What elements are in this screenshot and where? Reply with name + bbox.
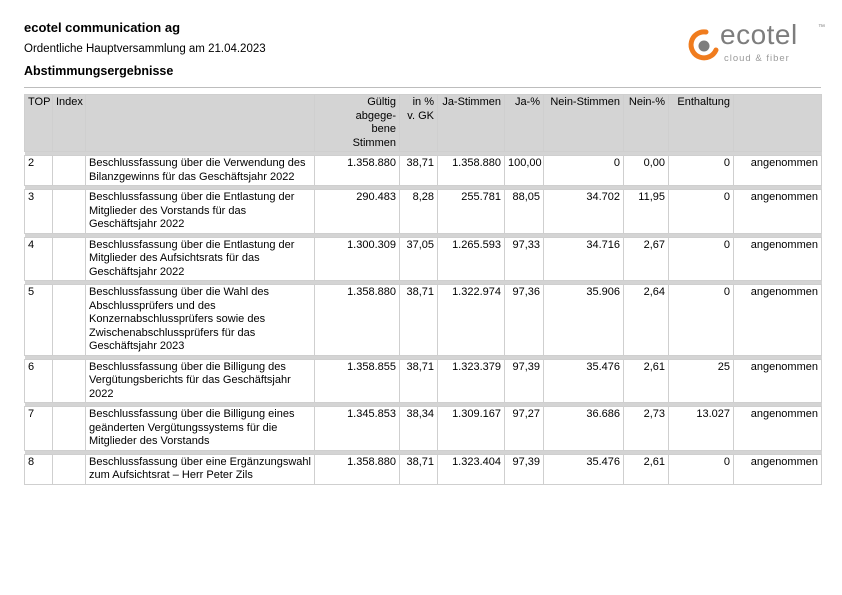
cell-ja-pct: 97,39 xyxy=(505,359,544,403)
cell-description: Beschlussfassung über die Entlastung der Mitglieder des Vorstands für das Geschäftsjahr 2022 xyxy=(86,190,315,234)
cell-top: 6 xyxy=(25,359,53,403)
cell-enthaltung: 13.027 xyxy=(669,407,734,451)
table-row xyxy=(25,407,822,451)
cell-top: 4 xyxy=(25,237,53,281)
cell-nein: 34.702 xyxy=(544,190,624,234)
cell-nein-pct: 2,67 xyxy=(624,237,669,281)
col-header-nein-pct: Nein-% xyxy=(624,95,669,152)
cell-enthaltung: 0 xyxy=(669,285,734,356)
cell-top: 5 xyxy=(25,285,53,356)
col-header-enthaltung: Enthaltung xyxy=(669,95,734,152)
cell-enthaltung: 0 xyxy=(669,237,734,281)
cell-gueltig: 1.358.880 xyxy=(315,454,400,484)
col-header-in-pct-line: in % xyxy=(412,96,434,108)
cell-result: angenommen xyxy=(734,190,822,234)
col-header-ja-pct: Ja-% xyxy=(505,95,544,152)
table-row xyxy=(25,237,822,281)
cell-nein: 35.906 xyxy=(544,285,624,356)
cell-enthaltung: 0 xyxy=(669,454,734,484)
cell-description: Beschlussfassung über eine Ergänzungswahl zum Aufsichtsrat – Herr Peter Zils xyxy=(86,454,315,484)
table-row xyxy=(25,190,822,234)
cell-index xyxy=(53,454,86,484)
table-header xyxy=(25,95,822,152)
voting-results-table xyxy=(24,94,822,485)
ecotel-swirl-icon xyxy=(686,28,720,62)
cell-gueltig: 1.358.855 xyxy=(315,359,400,403)
cell-gueltig: 1.358.880 xyxy=(315,285,400,356)
cell-nein-pct: 2,73 xyxy=(624,407,669,451)
cell-result: angenommen xyxy=(734,237,822,281)
cell-in-pct: 38,71 xyxy=(400,359,438,403)
table-row xyxy=(25,285,822,356)
cell-description: Beschlussfassung über die Wahl des Abschlussprüfers und des Konzernabschlussprüfers sowie des Zwischenabschlussprüfers für das Geschäftsjahr 2023 xyxy=(86,285,315,356)
col-header-top: TOP xyxy=(25,95,53,152)
cell-result: angenommen xyxy=(734,359,822,403)
cell-nein: 35.476 xyxy=(544,454,624,484)
cell-nein: 36.686 xyxy=(544,407,624,451)
col-header-gueltig-line: bene xyxy=(371,123,396,135)
col-header-gueltig-line: Stimmen xyxy=(352,136,396,149)
cell-nein-pct: 2,64 xyxy=(624,285,669,356)
cell-ja-pct: 97,36 xyxy=(505,285,544,356)
col-header-gueltig xyxy=(315,95,400,152)
logo-tagline: cloud & fiber xyxy=(724,53,790,64)
cell-enthaltung: 0 xyxy=(669,190,734,234)
col-header-nein: Nein-Stimmen xyxy=(544,95,624,152)
cell-nein: 34.716 xyxy=(544,237,624,281)
cell-gueltig: 1.358.880 xyxy=(315,156,400,186)
cell-nein-pct: 2,61 xyxy=(624,454,669,484)
cell-enthaltung: 0 xyxy=(669,156,734,186)
cell-index xyxy=(53,285,86,356)
cell-in-pct: 37,05 xyxy=(400,237,438,281)
cell-ja: 1.323.379 xyxy=(438,359,505,403)
cell-description: Beschlussfassung über die Billigung des Vergütungsberichts für das Geschäftsjahr 2022 xyxy=(86,359,315,403)
cell-in-pct: 38,71 xyxy=(400,454,438,484)
col-header-gueltig-line: abgege- xyxy=(355,109,396,122)
cell-result: angenommen xyxy=(734,454,822,484)
cell-in-pct: 38,71 xyxy=(400,156,438,186)
cell-ja: 1.322.974 xyxy=(438,285,505,356)
logo-trademark: ™ xyxy=(818,24,825,31)
company-name: ecotel communication ag xyxy=(24,20,181,35)
col-header-index: Index xyxy=(53,95,86,152)
cell-description: Beschlussfassung über die Verwendung des Bilanzgewinns für das Geschäftsjahr 2022 xyxy=(86,156,315,186)
cell-nein: 0 xyxy=(544,156,624,186)
cell-gueltig: 1.300.309 xyxy=(315,237,400,281)
table-row xyxy=(25,454,822,484)
col-header-in-pct-line: v. GK xyxy=(407,109,434,122)
cell-in-pct: 38,71 xyxy=(400,285,438,356)
cell-gueltig: 1.345.853 xyxy=(315,407,400,451)
col-header-in-pct xyxy=(400,95,438,152)
cell-enthaltung: 25 xyxy=(669,359,734,403)
cell-in-pct: 38,34 xyxy=(400,407,438,451)
table-row xyxy=(25,359,822,403)
cell-index xyxy=(53,359,86,403)
cell-index xyxy=(53,407,86,451)
cell-result: angenommen xyxy=(734,285,822,356)
cell-top: 8 xyxy=(25,454,53,484)
cell-ja-pct: 88,05 xyxy=(505,190,544,234)
cell-ja: 1.265.593 xyxy=(438,237,505,281)
cell-ja: 255.781 xyxy=(438,190,505,234)
ecotel-logo xyxy=(686,19,826,68)
col-header-ja: Ja-Stimmen xyxy=(438,95,505,152)
cell-ja: 1.309.167 xyxy=(438,407,505,451)
cell-ja-pct: 97,27 xyxy=(505,407,544,451)
meeting-subtitle: Ordentliche Hauptversammlung am 21.04.2023 xyxy=(24,43,266,55)
cell-in-pct: 8,28 xyxy=(400,190,438,234)
cell-ja: 1.323.404 xyxy=(438,454,505,484)
col-header-gueltig-line: Gültig xyxy=(367,96,396,108)
cell-ja: 1.358.880 xyxy=(438,156,505,186)
cell-top: 2 xyxy=(25,156,53,186)
cell-top: 7 xyxy=(25,407,53,451)
cell-gueltig: 290.483 xyxy=(315,190,400,234)
page-title: Abstimmungsergebnisse xyxy=(24,64,174,78)
cell-index xyxy=(53,156,86,186)
cell-top: 3 xyxy=(25,190,53,234)
cell-nein-pct: 2,61 xyxy=(624,359,669,403)
cell-nein: 35.476 xyxy=(544,359,624,403)
cell-description: Beschlussfassung über die Entlastung der Mitglieder des Aufsichtsrats für das Geschäftsjahr 2022 xyxy=(86,237,315,281)
table-body xyxy=(25,152,822,485)
cell-index xyxy=(53,237,86,281)
logo-wordmark: ecotel xyxy=(720,19,798,50)
table-row xyxy=(25,156,822,186)
header-divider xyxy=(24,87,821,88)
cell-ja-pct: 100,00 xyxy=(505,156,544,186)
cell-nein-pct: 11,95 xyxy=(624,190,669,234)
cell-ja-pct: 97,39 xyxy=(505,454,544,484)
cell-index xyxy=(53,190,86,234)
cell-nein-pct: 0,00 xyxy=(624,156,669,186)
col-header-result xyxy=(734,95,822,152)
cell-result: angenommen xyxy=(734,407,822,451)
cell-result: angenommen xyxy=(734,156,822,186)
col-header-description xyxy=(86,95,315,152)
cell-ja-pct: 97,33 xyxy=(505,237,544,281)
cell-description: Beschlussfassung über die Billigung eines geänderten Vergütungssystems für die Mitglieder des Vorstands xyxy=(86,407,315,451)
